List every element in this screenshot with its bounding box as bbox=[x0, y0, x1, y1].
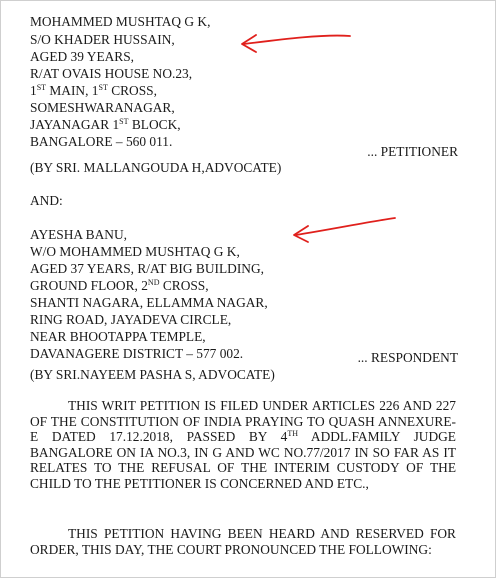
petitioner-parent: S/O KHADER HUSSAIN, bbox=[30, 32, 175, 47]
respondent-address-1: GROUND FLOOR, 2ND CROSS, bbox=[30, 278, 209, 293]
petition-paragraph: THIS WRIT PETITION IS FILED UNDER ARTICLES 226 AND 227 OF THE CONSTITUTION OF INDIA PRAYING TO QUASH ANNEXURE-E DATED 17.12.2018, PASSED BY 4TH ADDL.FAMILY JUDGE BANGALORE ON IA NO.3, IN G AND WC NO.77/2017 IN SO FAR AS IT RELATES TO THE REFUSAL OF THE INTERIM CUSTODY OF THE CHILD TO THE PETITIONER IS CONCERNED AND ETC., bbox=[30, 398, 456, 491]
respondent-role: ... RESPONDENT bbox=[357, 350, 458, 365]
respondent-advocate: (BY SRI.NAYEEM PASHA S, ADVOCATE) bbox=[30, 367, 275, 382]
and-label: AND: bbox=[30, 193, 63, 208]
respondent-spouse: W/O MOHAMMED MUSHTAQ G K, bbox=[30, 244, 240, 259]
petitioner-address-1: R/AT OVAIS HOUSE NO.23, bbox=[30, 66, 193, 81]
petitioner-role: ... PETITIONER bbox=[367, 144, 458, 159]
annotation-arrow-icon bbox=[288, 213, 398, 243]
petitioner-address-2: 1ST MAIN, 1ST CROSS, bbox=[30, 83, 157, 98]
annotation-arrow-icon bbox=[234, 26, 352, 54]
respondent-age-address: AGED 37 YEARS, R/AT BIG BUILDING, bbox=[30, 261, 264, 276]
respondent-address-4: NEAR BHOOTAPPA TEMPLE, bbox=[30, 329, 206, 344]
petitioner-address-3: SOMESHWARANAGAR, bbox=[30, 100, 175, 115]
petitioner-age: AGED 39 YEARS, bbox=[30, 49, 135, 64]
petitioner-name: MOHAMMED MUSHTAQ G K, bbox=[30, 14, 211, 29]
petitioner-address-4: JAYANAGAR 1ST BLOCK, bbox=[30, 117, 181, 132]
order-paragraph: THIS PETITION HAVING BEEN HEARD AND RESERVED FOR ORDER, THIS DAY, THE COURT PRONOUNCED THE FOLLOWING: bbox=[30, 526, 456, 557]
petitioner-address-5: BANGALORE – 560 011. bbox=[30, 134, 173, 149]
respondent-address-3: RING ROAD, JAYADEVA CIRCLE, bbox=[30, 312, 232, 327]
petitioner-advocate: (BY SRI. MALLANGOUDA H,ADVOCATE) bbox=[30, 160, 282, 175]
respondent-address-5: DAVANAGERE DISTRICT – 577 002. bbox=[30, 346, 244, 361]
respondent-name: AYESHA BANU, bbox=[30, 227, 127, 242]
respondent-address-2: SHANTI NAGARA, ELLAMMA NAGAR, bbox=[30, 295, 268, 310]
